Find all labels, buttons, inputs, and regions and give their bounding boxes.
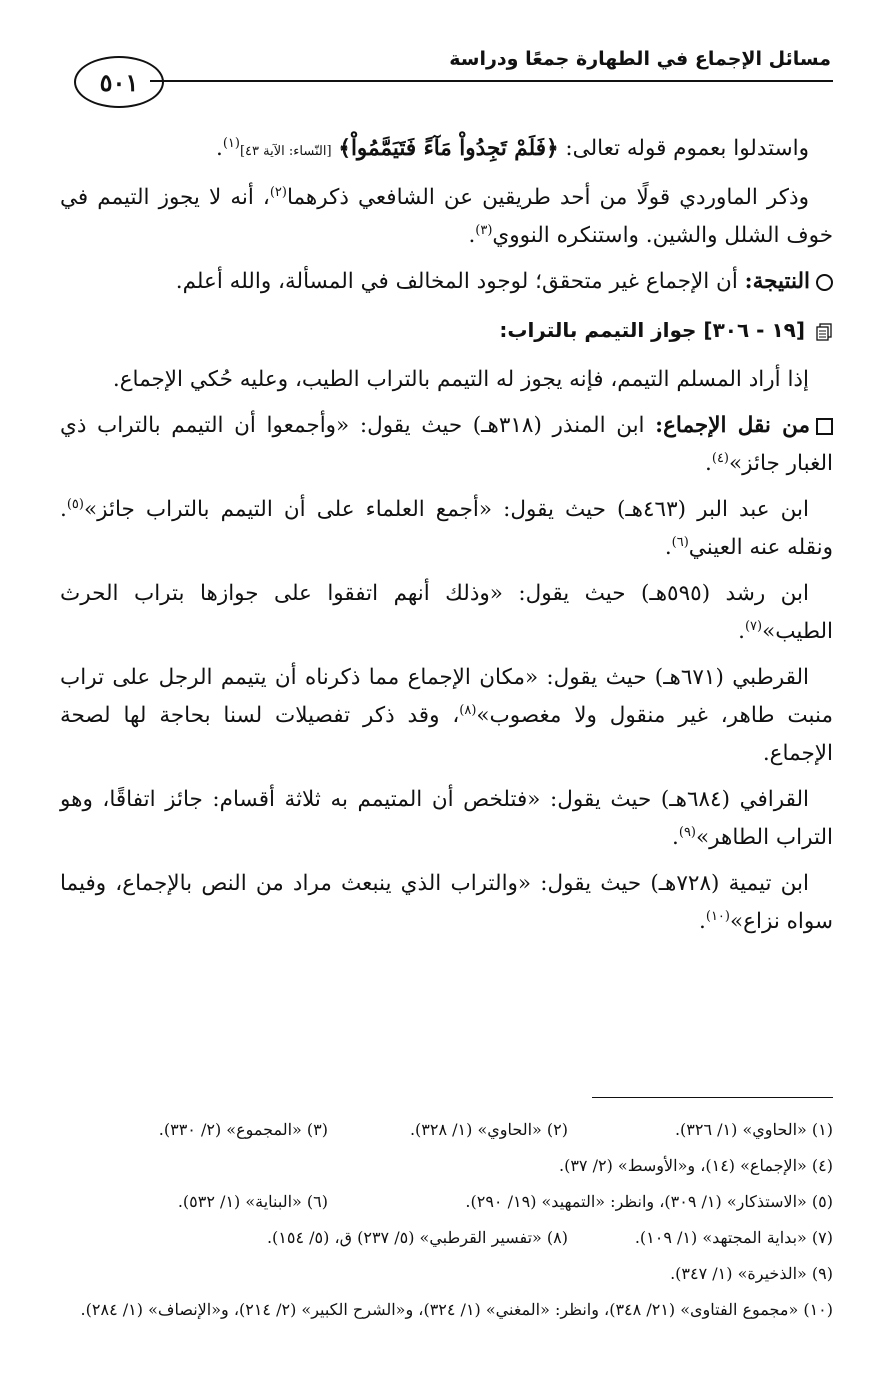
- footnote-row: [40, 1148, 833, 1184]
- footnote-marker: (٢): [269, 184, 287, 200]
- quran-verse: ﴿فَلَمْ تَجِدُواْ مَآءً فَتَيَمَّمُواْ﴾: [338, 136, 559, 161]
- footnote-2: (٢) «الحاوي» (١/ ٣٢٨).: [409, 1120, 568, 1139]
- footnote-marker: (٩): [678, 824, 696, 840]
- paragraph-result: النتيجة: أن الإجماع غير متحقق؛ لوجود المخالف في المسألة، والله أعلم.: [60, 263, 833, 301]
- footnote-separator: [592, 1097, 833, 1098]
- paragraph-ibn-almundhir: من نقل الإجماع: ابن المنذر (٣١٨هـ) حيث يقول: «وأجمعوا أن التيمم بالتراب ذي الغبار جائز»$^{(٤)}$.: [60, 413, 833, 476]
- circle-bullet-icon: [816, 274, 833, 291]
- footnote-9: (٩) «الذخيرة» (١/ ٣٤٧).: [670, 1264, 833, 1283]
- footnote-marker: (٧): [744, 618, 763, 634]
- result-label: النتيجة:: [744, 269, 810, 294]
- footnote-1: (١) «الحاوي» (١/ ٣٢٦).: [674, 1120, 833, 1139]
- transmitters-label: من نقل الإجماع:: [655, 413, 810, 438]
- paragraph-qurtubi: القرطبي (٦٧١هـ) حيث يقول: «مكان الإجماع مما ذكرناه أن يتيمم الرجل على تراب منبت طاهر، غير منقول ولا مغصوب»$^{(٨)}$، وقد ذكر تفصيلات لسنا بحاجة لها لصحة الإجماع.: [60, 665, 833, 766]
- footnote-row: [40, 1256, 833, 1292]
- footnote-7: (٧) «بداية المجتهد» (١/ ١٠٩).: [634, 1228, 833, 1247]
- footnote-5: (٥) «الاستذكار» (١/ ٣٠٩)، وانظر: «التمهيد» (١٩/ ٢٩٠).: [465, 1192, 833, 1211]
- paragraph-ibn-taymiyya: ابن تيمية (٧٢٨هـ) حيث يقول: «والتراب الذي ينبعث مراد من النص بالإجماع، وفيما سواه نزاع»$^{(١٠)}$.: [60, 871, 833, 934]
- footnote-marker: (٥): [66, 496, 84, 512]
- square-bullet-icon: [816, 418, 833, 435]
- running-header-title: مسائل الإجماع في الطهارة جمعًا ودراسة: [449, 48, 831, 70]
- footnote-3: (٣) «المجموع» (٢/ ٣٣٠).: [158, 1120, 328, 1139]
- footnote-4: (٤) «الإجماع» (١٤)، و«الأوسط» (٢/ ٣٧).: [558, 1156, 833, 1175]
- footnote-6: (٦) «البناية» (١/ ٥٣٢).: [177, 1192, 328, 1211]
- footnote-marker: (٨): [459, 702, 477, 718]
- paragraph-qarafi: القرافي (٦٨٤هـ) حيث يقول: «فتلخص أن المتيمم به ثلاثة أقسام: جائز اتفاقًا، وهو التراب الطاهر»$^{(٩)}$.: [60, 787, 833, 850]
- footnote-8: (٨) «تفسير القرطبي» (٥/ ٢٣٧) ق، (٥/ ١٥٤).: [266, 1228, 568, 1247]
- header-rule: [150, 80, 833, 82]
- footnote-marker: (٤): [711, 450, 729, 466]
- paragraph-ibn-rushd: ابن رشد (٥٩٥هـ) حيث يقول: «وذلك أنهم اتفقوا على جوازها بتراب الحرث الطيب»$^{(٧)}$.: [60, 581, 833, 644]
- main-text: [60, 130, 833, 949]
- footnote-10: (١٠) «مجموع الفتاوى» (٢١/ ٣٤٨)، وانظر: «المغني» (١/ ٣٢٤)، و«الشرح الكبير» (٢/ ٢١٤)، و«الإنصاف» (١/ ٢٨٤).: [80, 1300, 833, 1319]
- footnotes: [40, 1112, 833, 1328]
- paragraph-evidence: واستدلوا بعموم قوله تعالى: ﴿فَلَمْ تَجِدُواْ مَآءً فَتَيَمَّمُواْ﴾ [النّساء: الآية ٤٣]$^{(١)}$.: [215, 135, 809, 161]
- footnote-marker: (٦): [671, 534, 689, 550]
- paragraph-intro: إذا أراد المسلم التيمم، فإنه يجوز له التيمم بالتراب الطيب، وعليه حُكي الإجماع.: [112, 367, 809, 392]
- footnote-marker: (١٠): [705, 908, 730, 924]
- footnote-marker: (١): [222, 135, 240, 151]
- section-heading: [١٩ - ٣٠٦] جواز التيمم بالتراب:: [60, 311, 833, 349]
- footnote-row: [40, 1184, 833, 1220]
- paragraph-ibn-abdulbarr: ابن عبد البر (٤٦٣هـ) حيث يقول: «أجمع العلماء على أن التيمم بالتراب جائز»$^{(٥)}$. ونقله عنه العيني$^{(٦)}$.: [60, 496, 833, 560]
- verse-reference: [النّساء: الآية ٤٣]: [239, 144, 332, 159]
- section-pages-icon: [815, 323, 833, 341]
- footnote-marker: (٣): [475, 222, 493, 238]
- page-number: ٥٠١: [74, 56, 164, 108]
- footnote-row: [40, 1220, 833, 1256]
- footnote-row: [40, 1112, 833, 1148]
- paragraph-mawardi: وذكر الماوردي قولًا من أحد طريقين عن الشافعي ذكرهما$^{(٢)}$، أنه لا يجوز التيمم في خوف الشلل والشين. واستنكره النووي$^{(٣)}$.: [60, 184, 833, 248]
